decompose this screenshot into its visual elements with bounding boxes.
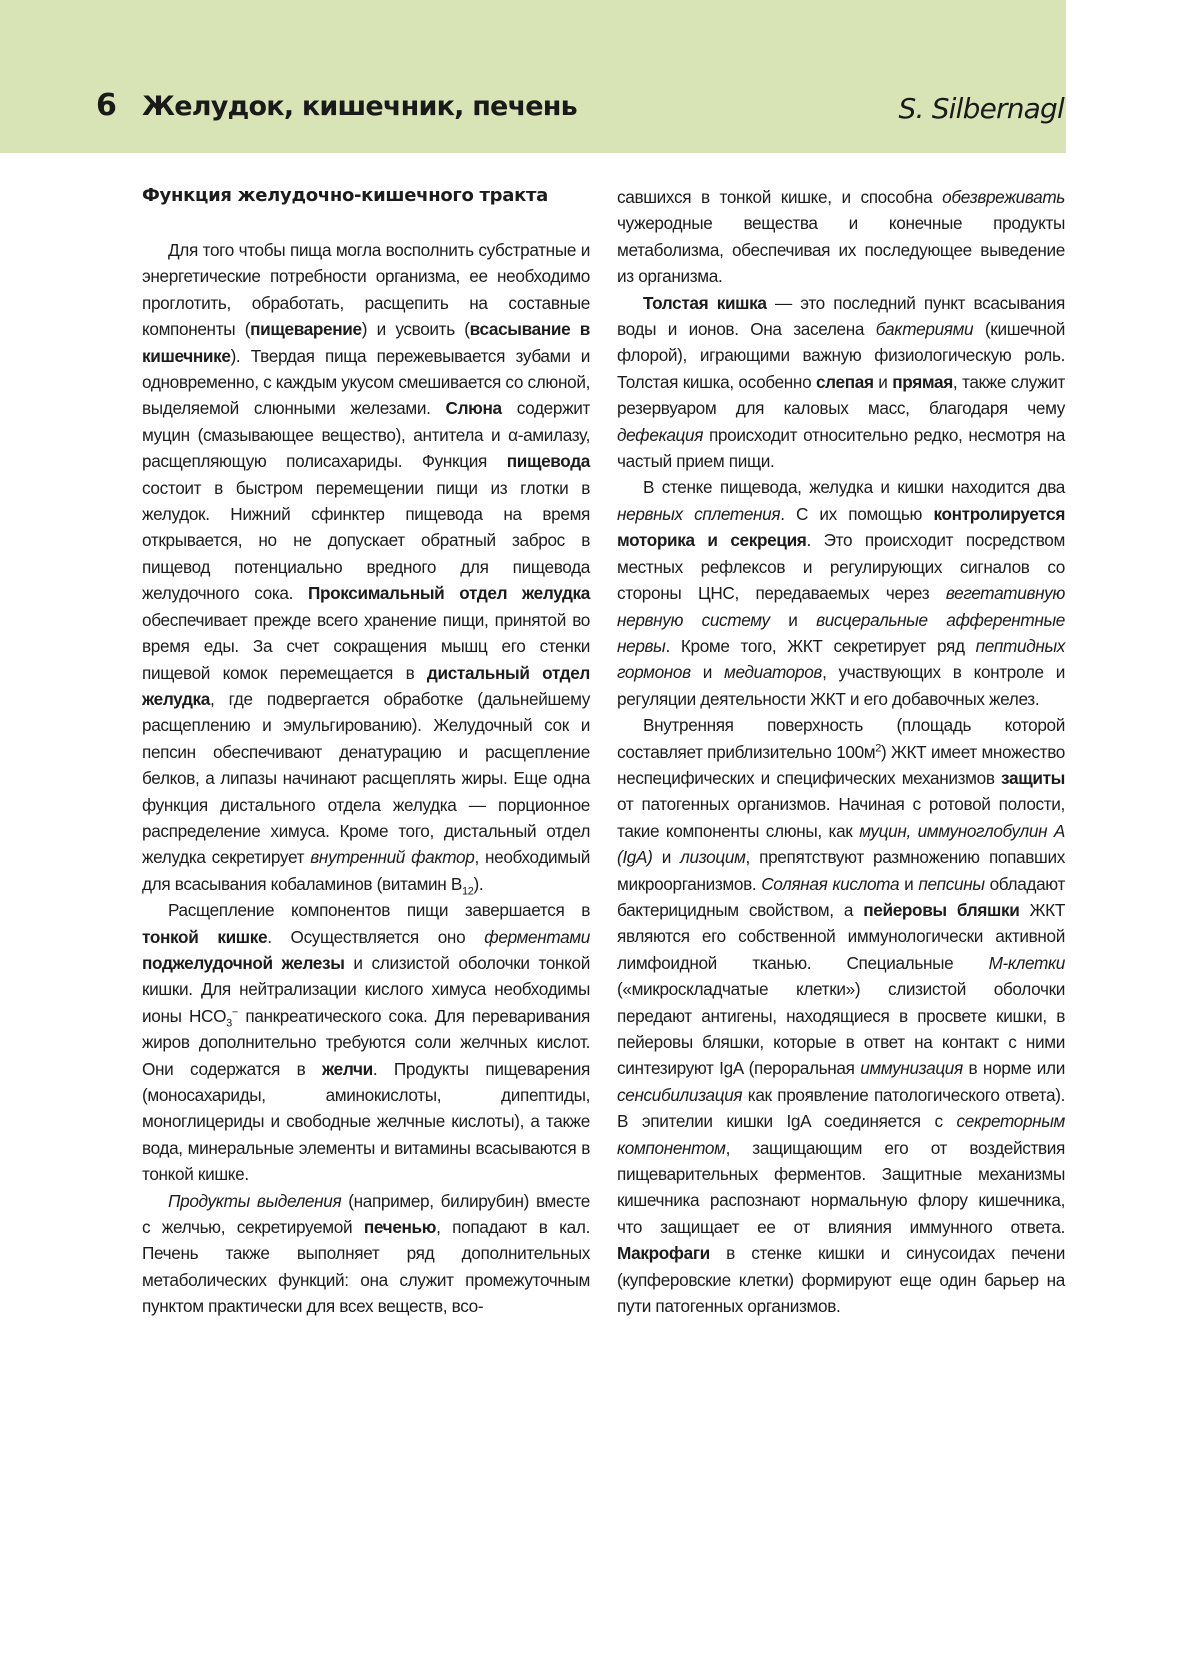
paragraph-digestion: Для того чтобы пища могла восполнить субстратные и энергетические потребности организма, ее необходимо проглотить, обработать, расщепить на составные компоненты (пищеварение) и усвоить (всасывание в кишечнике). Твердая пища пережевывается зубами и одновременно, с каждым укусом смешивается со слюной, выделяемой слюнными железами. Слюна содержит муцин (смазывающее вещество), антитела и α-амилазу, расщепляющую полисахариды. Функция пищевода состоит в быстром перемещении пищи из глотки в желудок. Нижний сфинктер пищевода на время открывается, но не допускает обратный заброс в пищевод потенциально вредного для пищевода желудочного сока. Проксимальный отдел желудка обеспечивает прежде всего хранение пищи, принятой во время еды. За счет сокращения мышц его стенки пищевой комок перемещается в дистальный отдел желудка, где подвергается обработке (дальнейшему расщеплению и эмульгированию). Желудочный сок и пепсин обеспечивают денатурацию и расщепление белков, а липазы начинают расщеплять жиры. Еще одна функция дистального отдела желудка — порционное распределение химуса. Кроме того, дистальный отдел желудка секретирует внутренний фактор, необходимый для всасывания кобаламинов (витамин $B_{12}$). [142,240,591,898]
paragraph-liver-continued: савшихся в тонкой кишке, и способна обезвреживать чужеродные вещества и конечные продукты метаболизма, обеспечивая их последующее выведение из организма. [617,187,1065,287]
paragraph-nervous-control: В стенке пищевода, желудка и кишки находится два нервных сплетения. С их помощью контролируется моторика и секреция. Это происходит посредством местных рефлексов и регулирующих сигналов со стороны ЦНС, передаваемых через вегетативную нервную систему и висцеральные афферентные нервы. Кроме того, ЖКТ секретирует ряд пептидных гормонов и медиаторов, участвующих в контроле и регуляции деятельности ЖКТ и его добавочных желез. [617,477,1065,709]
author-name: S. Silbernagl [898,92,1064,125]
paragraph-large-intestine: Толстая кишка — это последний пункт всасывания воды и ионов. Она заселена бактериями (кишечной флорой), играющими важную физиологическую роль. Толстая кишка, особенно слепая и прямая, также служит резервуаром для каловых масс, благодаря чему дефекация происходит относительно редко, несмотря на частый прием пищи. [617,292,1066,472]
paragraph-excretion: Продукты выделения (например, билирубин) вместе с желчью, секретируемой печенью, попадают в кал. Печень также выполняет ряд дополнительных метаболических функций: она служит промежуточным пунктом практически для всех веществ, всо- [142,1190,590,1317]
chapter-header-band [0,0,1066,153]
right-column [617,184,1065,1319]
chapter-title: Желудок, кишечник, печень [142,91,577,122]
paragraph-defense: Внутренняя поверхность (площадь которой составляет приблизительно $100м^2$) ЖКТ имеет множество неспецифических и специфических механизмов защиты от патогенных организмов. Начиная с ротовой полости, такие компоненты слюны, как муцин, иммуноглобулин A (IgA) и лизоцим, препятствуют размножению попавших микроорганизмов. Соляная кислота и пепсины обладают бактерицидным свойством, а пейеровы бляшки ЖКТ являются его собственной иммунологически активной лимфоидной тканью. Специальные M-клетки («микроскладчатые клетки») слизистой оболочки передают антигены, находящиеся в просвете кишки, в пейеровы бляшки, которые в ответ на контакт с ними синтезируют IgA (пероральная иммунизация в норме или сенсибилизация как проявление патологического ответа). В эпителии кишки IgA соединяется с секреторным компонентом, защищающим его от воздействия пищеварительных ферментов. Защитные механизмы кишечника распознают нормальную флору кишечника, что защищает ее от влияния иммунного ответа. Макрофаги в стенке кишки и синусоидах печени (купферовские клетки) формируют еще один барьер на пути патогенных организмов. [617,715,1065,1317]
chapter-number: 6 [96,88,116,123]
section-heading: Функция желудочно-кишечного тракта [142,185,548,206]
paragraph-small-intestine: Расщепление компонентов пищи завершается в тонкой кишке. Осуществляется оно ферментами поджелудочной железы и слизистой оболочки тонкой кишки. Для нейтрализации кислого химуса необходимы ионы $HCO_3^-$ панкреатического сока. Для переваривания жиров дополнительно требуются соли желчных кислот. Они содержатся в желчи. Продукты пищеварения (моносахариды, аминокислоты, дипептиды, моноглицериды и свободные желчные кислоты), а также вода, минеральные элементы и витамины всасываются в тонкой кишке. [142,900,591,1185]
left-column [142,183,590,1320]
